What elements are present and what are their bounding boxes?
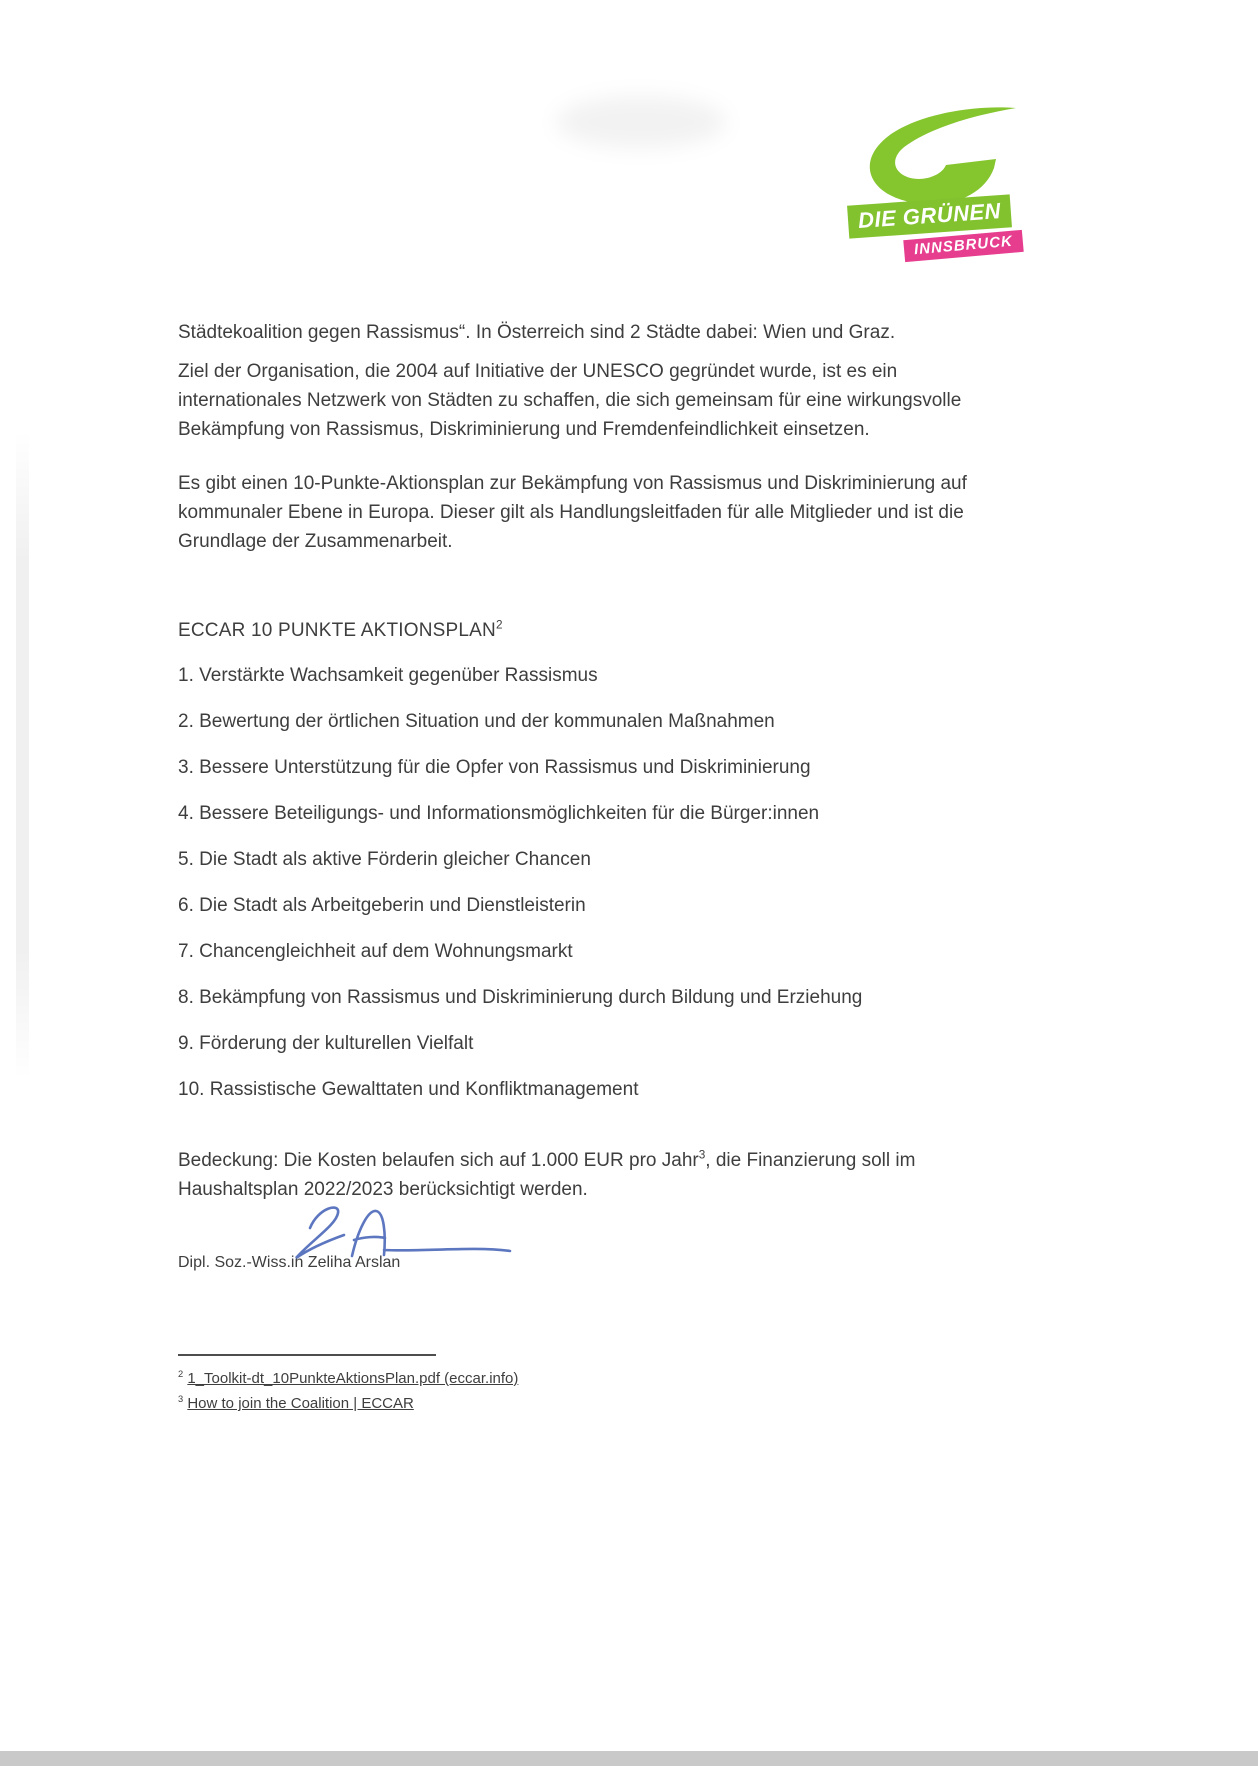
scan-artifact-bottom-bar [0,1751,1258,1766]
footnote-3 [178,1391,518,1416]
action-plan-item-10: 10. Rassistische Gewalttaten und Konfliktmanagement [178,1079,639,1100]
scan-artifact-left-band [16,430,29,1080]
footnotes-section [178,1354,518,1416]
action-plan-list [178,661,1006,1104]
paragraph-ziel-der-organisation: Ziel der Organisation, die 2004 auf Initiative der UNESCO gegründet wurde, ist es ein internationales Netzwerk von Städten zu schaffen, die sich gemeinsam für eine wirkungsvolle Bekämpfung von Rassismus, Diskriminierung und Fremdenfeindlichkeit einsetzen. [178,361,962,440]
section-heading-footnote-ref: 2 [495,618,503,632]
signature-block [178,1216,1006,1311]
action-plan-item-6: 6. Die Stadt als Arbeitgeberin und Dienstleisterin [178,895,586,916]
section-heading-eccar [178,616,1006,645]
action-plan-item-2: 2. Bewertung der örtlichen Situation und der kommunalen Maßnahmen [178,711,775,732]
paragraph-staedtekoalition: Städtekoalition gegen Rassismus“. In Österreich sind 2 Städte dabei: Wien und Graz. [178,322,896,343]
action-plan-item-7: 7. Chancengleichheit auf dem Wohnungsmarkt [178,941,573,962]
scan-artifact-smudge [556,96,726,148]
footnote-3-link[interactable]: How to join the Coalition | ECCAR [187,1395,414,1412]
bedeckung-footnote-ref: 3 [698,1148,706,1162]
die-gruenen-innsbruck-logo [846,102,1026,282]
action-plan-item-4: 4. Bessere Beteiligungs- und Informationsmöglichkeiten für die Bürger:innen [178,803,820,824]
footnote-2 [178,1366,518,1391]
document-body [178,318,1006,1311]
bedeckung-text-after: , die Finanzierung soll im Haushaltsplan 2022/2023 berücksichtigt werden. [178,1150,916,1200]
footnote-2-marker: 2 [178,1369,184,1379]
bedeckung-text-before: Bedeckung: Die Kosten belaufen sich auf 1.000 EUR pro Jahr [178,1150,699,1171]
signatory-name: Dipl. Soz.-Wiss.in Zeliha Arslan [178,1254,401,1271]
paragraph-10-punkte-aktionsplan: Es gibt einen 10-Punkte-Aktionsplan zur Bekämpfung von Rassismus und Diskriminierung auf kommunaler Ebene in Europa. Dieser gilt als Handlungsleitfaden für alle Mitglieder und ist die Grundlage der Zusammenarbeit. [178,473,967,552]
logo-text-innsbruck: INNSBRUCK [903,230,1023,262]
paragraph-bedeckung [178,1146,1006,1204]
logo-text-die-gruenen: DIE GRÜNEN [847,194,1012,238]
action-plan-item-9: 9. Förderung der kulturellen Vielfalt [178,1033,474,1054]
footnote-3-marker: 3 [178,1394,184,1404]
section-heading-text: ECCAR 10 PUNKTE AKTIONSPLAN [178,620,496,641]
footnote-2-link[interactable]: 1_Toolkit-dt_10PunkteAktionsPlan.pdf (eccar.info) [187,1370,519,1387]
action-plan-item-3: 3. Bessere Unterstützung für die Opfer von Rassismus und Diskriminierung [178,757,811,778]
action-plan-item-5: 5. Die Stadt als aktive Förderin gleicher Chancen [178,849,591,870]
action-plan-item-8: 8. Bekämpfung von Rassismus und Diskriminierung durch Bildung und Erziehung [178,987,863,1008]
footnote-divider [178,1354,436,1356]
action-plan-item-1: 1. Verstärkte Wachsamkeit gegenüber Rassismus [178,665,598,686]
